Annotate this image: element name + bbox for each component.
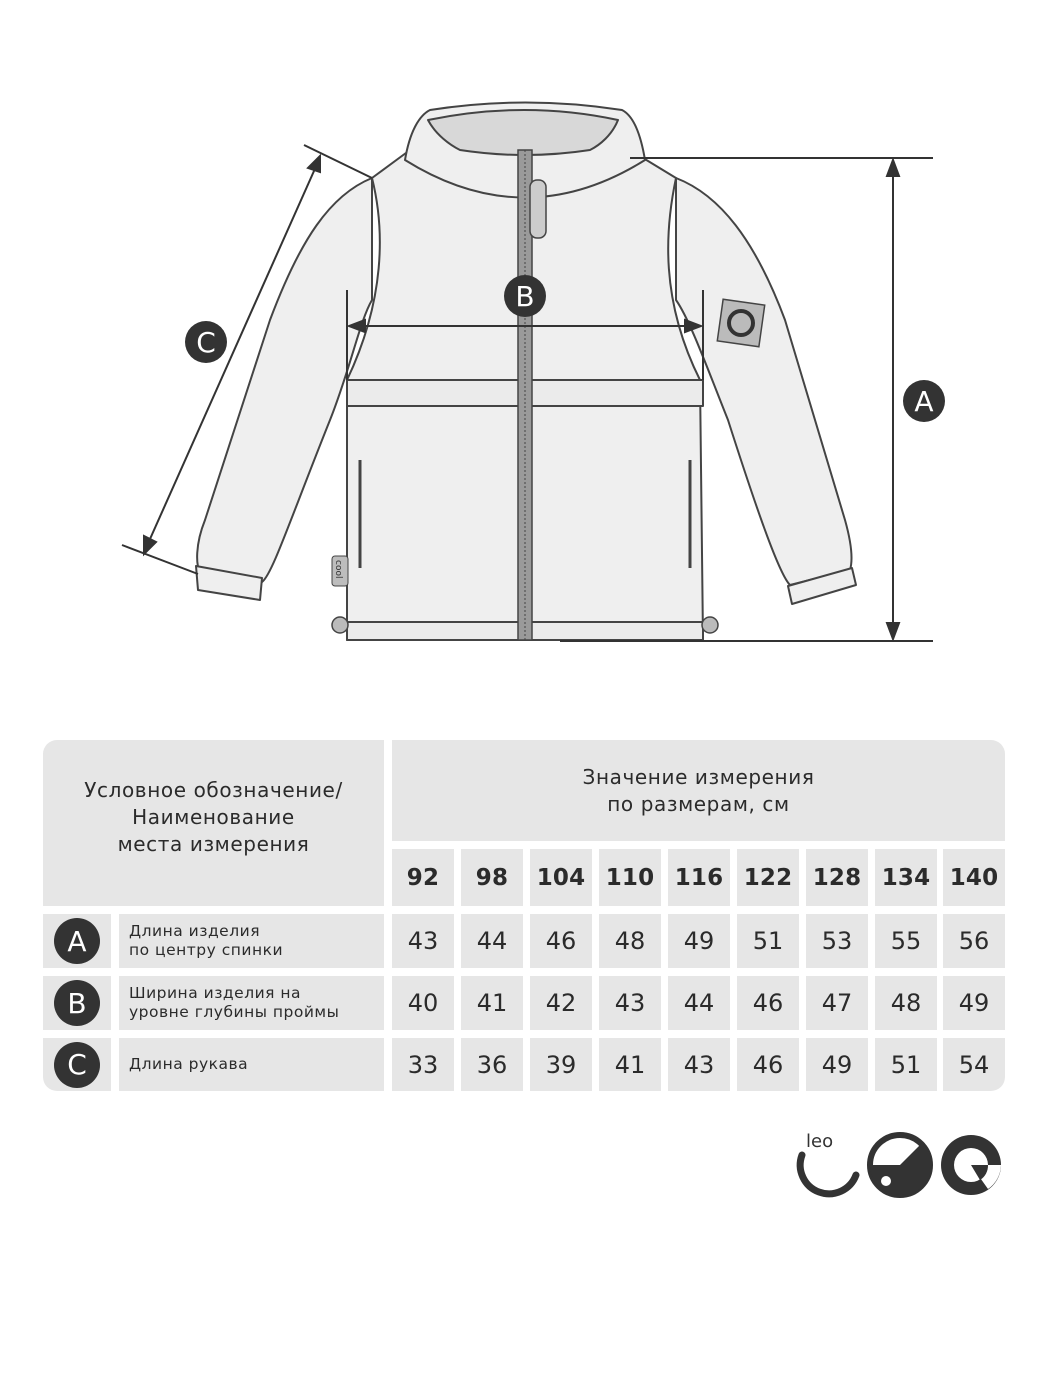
sleeve-patch xyxy=(717,299,764,346)
dimension-c-badge xyxy=(185,321,227,363)
hood-lining xyxy=(428,110,618,155)
value-cell: 42 xyxy=(530,976,592,1030)
row-c-symbol-cell xyxy=(43,1038,111,1091)
value-cell: 40 xyxy=(392,976,454,1030)
table-header-values: Значение измерения по размерам, см xyxy=(392,740,1005,841)
value-cell: 55 xyxy=(875,914,937,968)
value-cell: 43 xyxy=(668,1038,730,1091)
value-cell: 39 xyxy=(530,1038,592,1091)
value-cell: 49 xyxy=(668,914,730,968)
logo-o-mark xyxy=(870,1135,932,1195)
value-cell: 49 xyxy=(943,976,1005,1030)
row-a-name: Длина изделия по центру спинки xyxy=(119,914,384,968)
value-cell: 51 xyxy=(737,914,799,968)
value-cell: 41 xyxy=(461,976,523,1030)
svg-text:C: C xyxy=(196,326,216,359)
row-a-symbol-cell xyxy=(43,914,111,968)
value-cell: 48 xyxy=(875,976,937,1030)
value-cell: 33 xyxy=(392,1038,454,1091)
row-b-name: Ширина изделия на уровне глубины проймы xyxy=(119,976,384,1030)
size-header-cell: 104 xyxy=(530,849,592,906)
size-header-cell: 128 xyxy=(806,849,868,906)
logo-text: leo xyxy=(806,1131,834,1152)
cool-tag-text: cool xyxy=(333,560,343,579)
size-header-cell: 140 xyxy=(943,849,1005,906)
size-header-cell: 122 xyxy=(737,849,799,906)
right-toggle xyxy=(702,617,718,633)
value-cell: 43 xyxy=(599,976,661,1030)
value-cell: 48 xyxy=(599,914,661,968)
symbol-badge-a: A xyxy=(54,918,100,964)
dimension-a-badge xyxy=(903,380,945,422)
size-header-cell: 98 xyxy=(461,849,523,906)
left-toggle xyxy=(332,617,348,633)
zipper-puller xyxy=(530,180,546,238)
size-header-cell: 134 xyxy=(875,849,937,906)
value-cell: 51 xyxy=(875,1038,937,1091)
value-cell: 47 xyxy=(806,976,868,1030)
symbol-badge-c: C xyxy=(54,1042,100,1088)
svg-text:A: A xyxy=(914,385,934,418)
value-cell: 54 xyxy=(943,1038,1005,1091)
logo-pie-mark xyxy=(941,1135,1001,1195)
value-cell: 46 xyxy=(737,1038,799,1091)
logo-c-mark xyxy=(800,1155,856,1194)
size-header-cell: 92 xyxy=(392,849,454,906)
svg-text:B: B xyxy=(515,280,535,313)
symbol-badge-b: B xyxy=(54,980,100,1026)
table-header-designation: Условное обозначение/ Наименование места измерения xyxy=(43,740,384,906)
value-cell: 49 xyxy=(806,1038,868,1091)
value-cell: 44 xyxy=(668,976,730,1030)
size-header-cell: 116 xyxy=(668,849,730,906)
value-cell: 41 xyxy=(599,1038,661,1091)
value-cell: 46 xyxy=(737,976,799,1030)
brand-logo xyxy=(790,1125,1010,1205)
row-c-name: Длина рукава xyxy=(119,1038,384,1091)
size-header-cell: 110 xyxy=(599,849,661,906)
value-cell: 36 xyxy=(461,1038,523,1091)
value-cell: 44 xyxy=(461,914,523,968)
row-b-symbol-cell xyxy=(43,976,111,1030)
value-cell: 46 xyxy=(530,914,592,968)
value-cell: 56 xyxy=(943,914,1005,968)
dimension-b-badge xyxy=(504,275,546,317)
value-cell: 43 xyxy=(392,914,454,968)
value-cell: 53 xyxy=(806,914,868,968)
